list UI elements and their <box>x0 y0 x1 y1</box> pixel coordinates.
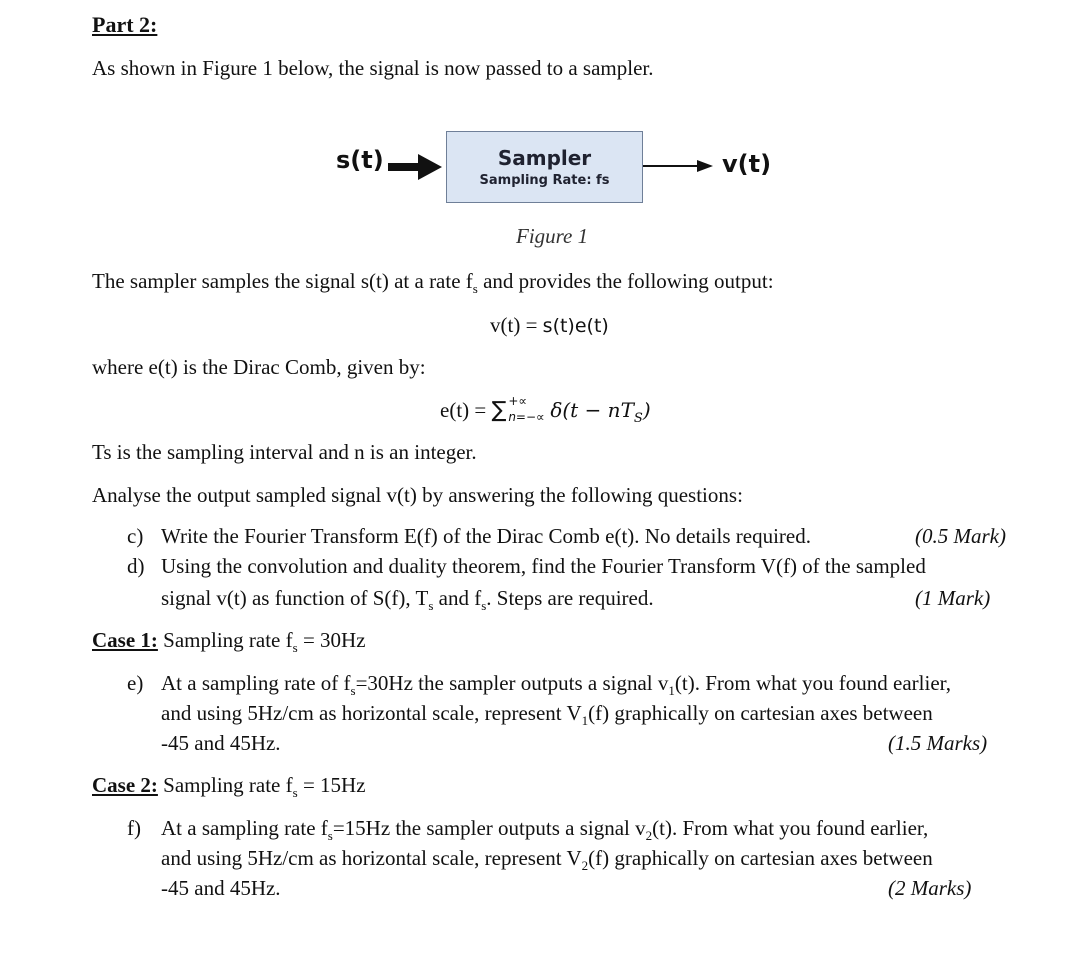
figure-caption: Figure 1 <box>516 224 589 248</box>
question-d-line1: Using the convolution and duality theorem, find the Fourier Transform V(f) of the sampled <box>161 554 926 578</box>
question-c-text: Write the Fourier Transform E(f) of the Dirac Comb e(t). No details required. <box>161 524 811 548</box>
question-d-line2: signal v(t) as function of S(f), $T_s$ and $f_s$. Steps are required. <box>161 586 654 614</box>
question-e-letter: e) <box>127 671 144 695</box>
thin-arrow-icon <box>643 156 713 176</box>
where-text: where e(t) is the Dirac Comb, given by: <box>92 355 426 379</box>
question-d-letter: d) <box>127 554 145 578</box>
question-f-line2: and using 5Hz/cm as horizontal scale, represent $V_2(f)$ graphically on cartesian axes between <box>161 846 933 874</box>
question-c-marks: (0.5 Mark) <box>915 524 1006 548</box>
question-e-line1: At a sampling rate of $f_s=30Hz$ the sampler outputs a signal $v_1(t)$. From what you found earlier, <box>161 671 952 699</box>
question-e-marks: (1.5 Marks) <box>888 731 988 755</box>
question-c-letter: c) <box>127 524 144 548</box>
question-e-line2: and using 5Hz/cm as horizontal scale, represent $V_1(f)$ graphically on cartesian axes between <box>161 701 933 729</box>
sampler-description: The sampler samples the signal s(t) at a rate $f_s$ and provides the following output: <box>92 269 774 297</box>
sampler-title: Sampler <box>497 146 592 170</box>
sampler-block <box>446 131 643 203</box>
thick-arrow-icon <box>388 150 442 184</box>
figure-input-label: s(t) <box>336 146 384 174</box>
question-f-letter: f) <box>127 816 141 840</box>
sampler-rate-label: Sampling Rate: fs <box>479 173 610 188</box>
case-2-heading: Case 2: Sampling rate $f_s = 15Hz$ <box>92 773 366 801</box>
question-d-marks: (1 Mark) <box>915 586 991 610</box>
analyse-text: Analyse the output sampled signal v(t) by answering the following questions: <box>92 483 743 507</box>
equation-vt: v(t) = s(t)e(t) <box>490 313 609 337</box>
question-f-line1: At a sampling rate $f_s=15Hz$ the sampler outputs a signal $v_2(t)$. From what you found earlier, <box>161 816 929 844</box>
ts-text: Ts is the sampling interval and n is an integer. <box>92 440 477 464</box>
question-f-line3: -45 and 45Hz. <box>161 876 281 900</box>
question-e-line3: -45 and 45Hz. <box>161 731 281 755</box>
figure-output-label: v(t) <box>722 150 772 178</box>
equation-dirac-comb: e(t) = ∑ +∝ n=−∝ $\delta(t - nT_S)$ <box>440 394 651 427</box>
question-f-marks: (2 Marks) <box>888 876 972 900</box>
part-title: Part 2: <box>92 12 158 37</box>
intro-text: As shown in Figure 1 below, the signal is now passed to a sampler. <box>92 56 654 80</box>
case-1-heading: Case 1: Sampling rate $f_s = 30Hz$ <box>92 628 366 656</box>
